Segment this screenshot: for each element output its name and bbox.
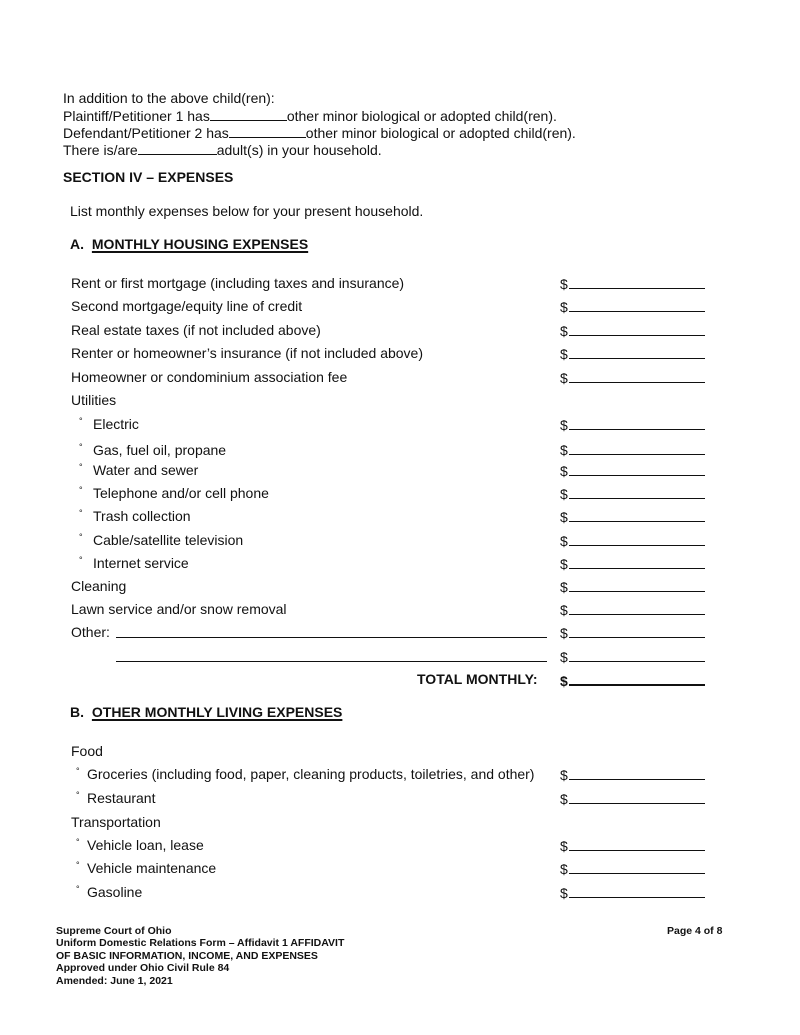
dollar-sign: $ bbox=[560, 556, 568, 572]
dollar-sign: $ bbox=[560, 885, 568, 901]
footer-form-name: Uniform Domestic Relations Form – Affidavit 1 AFFIDAVIT bbox=[56, 937, 345, 949]
transportation-item-label: Vehicle maintenance bbox=[87, 860, 217, 876]
utility-amount bbox=[560, 416, 705, 433]
utility-label: Trash collection bbox=[93, 508, 191, 524]
bullet-icon: ° bbox=[79, 416, 83, 426]
housing-letter: A. bbox=[70, 236, 84, 252]
dollar-sign: $ bbox=[560, 276, 568, 292]
vehicle-maintenance-amount-field[interactable] bbox=[569, 860, 705, 874]
bullet-icon: ° bbox=[79, 442, 83, 452]
petitioner1-suffix: other minor biological or adopted child(ren). bbox=[286, 108, 557, 124]
housing-item-label: Second mortgage/equity line of credit bbox=[71, 298, 303, 314]
bullet-icon: ° bbox=[79, 485, 83, 495]
housing-item-amount bbox=[560, 369, 705, 386]
bullet-icon: ° bbox=[79, 462, 83, 472]
utility-label: Electric bbox=[93, 416, 139, 432]
living-letter: B. bbox=[70, 704, 84, 720]
dollar-sign: $ bbox=[560, 625, 568, 641]
utility-amount bbox=[560, 485, 705, 502]
adults-count-field[interactable] bbox=[138, 141, 217, 155]
utility-amount bbox=[560, 508, 705, 525]
housing-item-label: Renter or homeowner’s insurance (if not included above) bbox=[71, 345, 424, 361]
dollar-sign: $ bbox=[560, 791, 568, 807]
transportation-item-label: Gasoline bbox=[87, 884, 143, 900]
utility-label: Cable/satellite television bbox=[93, 532, 244, 548]
gas-amount-field[interactable] bbox=[569, 441, 705, 455]
total-monthly-field[interactable] bbox=[569, 671, 705, 686]
utility-amount bbox=[560, 532, 705, 549]
cleaning-amount-field[interactable] bbox=[569, 578, 705, 592]
housing-item-amount bbox=[560, 322, 705, 339]
petitioner1-prefix: Plaintiff/Petitioner 1 has bbox=[63, 108, 210, 124]
transportation-item-amount bbox=[560, 860, 705, 877]
utility-label: Internet service bbox=[93, 555, 189, 571]
dollar-sign: $ bbox=[560, 579, 568, 595]
footer-form-title: OF BASIC INFORMATION, INCOME, AND EXPENSES bbox=[56, 950, 318, 962]
housing-item-label: Real estate taxes (if not included above) bbox=[71, 322, 321, 338]
housing-item-amount bbox=[560, 298, 705, 315]
trash-amount-field[interactable] bbox=[569, 508, 705, 522]
vehicle-loan-amount-field[interactable] bbox=[569, 837, 705, 851]
total-monthly-label: TOTAL MONTHLY: bbox=[417, 671, 538, 687]
food-label: Food bbox=[71, 743, 103, 759]
groceries-amount-field[interactable] bbox=[569, 766, 705, 780]
gasoline-amount-field[interactable] bbox=[569, 884, 705, 898]
transportation-label: Transportation bbox=[71, 814, 161, 830]
page-number: Page 4 of 8 bbox=[667, 925, 723, 937]
footer-rule: Approved under Ohio Civil Rule 84 bbox=[56, 962, 230, 974]
bullet-icon: ° bbox=[79, 532, 83, 542]
bullet-icon: ° bbox=[79, 508, 83, 518]
other-amount-field-1[interactable] bbox=[569, 624, 705, 638]
footer-court: Supreme Court of Ohio bbox=[56, 925, 172, 937]
real-estate-taxes-amount-field[interactable] bbox=[569, 322, 705, 336]
food-item-amount bbox=[560, 766, 705, 783]
food-item-amount bbox=[560, 790, 705, 807]
rent-amount-field[interactable] bbox=[569, 275, 705, 289]
other-amount bbox=[560, 624, 705, 641]
housing-item-label: Homeowner or condominium association fee bbox=[71, 369, 348, 385]
bullet-icon: ° bbox=[79, 555, 83, 565]
adults-suffix: adult(s) in your household. bbox=[216, 142, 382, 158]
household-line-petitioner2 bbox=[63, 124, 576, 141]
bullet-icon: ° bbox=[76, 790, 80, 800]
total-monthly-amount bbox=[560, 671, 705, 689]
footer-amended: Amended: June 1, 2021 bbox=[56, 975, 173, 987]
bullet-icon: ° bbox=[76, 884, 80, 894]
other-label: Other: bbox=[71, 624, 110, 640]
housing-heading bbox=[70, 236, 308, 252]
dollar-sign: $ bbox=[560, 442, 568, 458]
utility-label: Water and sewer bbox=[93, 462, 199, 478]
section-title: SECTION IV – EXPENSES bbox=[63, 169, 234, 185]
utilities-label: Utilities bbox=[71, 392, 117, 408]
dollar-sign: $ bbox=[560, 509, 568, 525]
utility-label: Telephone and/or cell phone bbox=[93, 485, 269, 501]
electric-amount-field[interactable] bbox=[569, 416, 705, 430]
bullet-icon: ° bbox=[76, 860, 80, 870]
dollar-sign: $ bbox=[560, 486, 568, 502]
utility-amount bbox=[560, 441, 705, 458]
water-amount-field[interactable] bbox=[569, 462, 705, 476]
adults-prefix: There is/are bbox=[63, 142, 138, 158]
dollar-sign: $ bbox=[560, 838, 568, 854]
dollar-sign: $ bbox=[560, 767, 568, 783]
household-intro: In addition to the above child(ren): bbox=[63, 90, 275, 106]
food-item-label: Restaurant bbox=[87, 790, 156, 806]
other-description-field-1[interactable] bbox=[116, 637, 547, 638]
housing-item-amount bbox=[560, 345, 705, 362]
internet-amount-field[interactable] bbox=[569, 555, 705, 569]
restaurant-amount-field[interactable] bbox=[569, 790, 705, 804]
utility-label: Gas, fuel oil, propane bbox=[93, 442, 227, 458]
housing-item-amount bbox=[560, 275, 705, 292]
household-line-adults bbox=[63, 141, 382, 158]
lawn-amount-field[interactable] bbox=[569, 601, 705, 615]
other-description-field-2[interactable] bbox=[116, 661, 547, 662]
dollar-sign: $ bbox=[560, 533, 568, 549]
other-amount-field-2[interactable] bbox=[569, 648, 705, 662]
household-line-petitioner1 bbox=[63, 107, 557, 124]
dollar-sign: $ bbox=[560, 323, 568, 339]
petitioner1-children-field[interactable] bbox=[210, 107, 287, 121]
housing-item-amount bbox=[560, 601, 705, 618]
dollar-sign: $ bbox=[560, 649, 568, 665]
transportation-item-amount bbox=[560, 837, 705, 854]
dollar-sign: $ bbox=[560, 861, 568, 877]
petitioner2-suffix: other minor biological or adopted child(ren). bbox=[305, 125, 576, 141]
housing-item-amount bbox=[560, 578, 705, 595]
transportation-item-amount bbox=[560, 884, 705, 901]
dollar-sign: $ bbox=[560, 370, 568, 386]
association-fee-amount-field[interactable] bbox=[569, 369, 705, 383]
dollar-sign: $ bbox=[560, 673, 568, 689]
utility-amount bbox=[560, 555, 705, 572]
section-instruction: List monthly expenses below for your present household. bbox=[70, 203, 424, 219]
dollar-sign: $ bbox=[560, 299, 568, 315]
bullet-icon: ° bbox=[76, 837, 80, 847]
dollar-sign: $ bbox=[560, 463, 568, 479]
transportation-item-label: Vehicle loan, lease bbox=[87, 837, 204, 853]
dollar-sign: $ bbox=[560, 346, 568, 362]
living-heading bbox=[70, 704, 342, 720]
telephone-amount-field[interactable] bbox=[569, 485, 705, 499]
insurance-amount-field[interactable] bbox=[569, 345, 705, 359]
bullet-icon: ° bbox=[76, 766, 80, 776]
housing-title: MONTHLY HOUSING EXPENSES bbox=[91, 236, 309, 252]
second-mortgage-amount-field[interactable] bbox=[569, 298, 705, 312]
housing-item-label: Lawn service and/or snow removal bbox=[71, 601, 287, 617]
cable-amount-field[interactable] bbox=[569, 532, 705, 546]
petitioner2-prefix: Defendant/Petitioner 2 has bbox=[63, 125, 229, 141]
housing-item-label: Rent or first mortgage (including taxes and insurance) bbox=[71, 275, 405, 291]
other-amount bbox=[560, 648, 705, 665]
housing-item-label: Cleaning bbox=[71, 578, 127, 594]
dollar-sign: $ bbox=[560, 417, 568, 433]
petitioner2-children-field[interactable] bbox=[229, 124, 306, 138]
living-title: OTHER MONTHLY LIVING EXPENSES bbox=[91, 704, 343, 720]
dollar-sign: $ bbox=[560, 602, 568, 618]
utility-amount bbox=[560, 462, 705, 479]
food-item-label: Groceries (including food, paper, cleaning products, toiletries, and other) bbox=[87, 766, 535, 782]
